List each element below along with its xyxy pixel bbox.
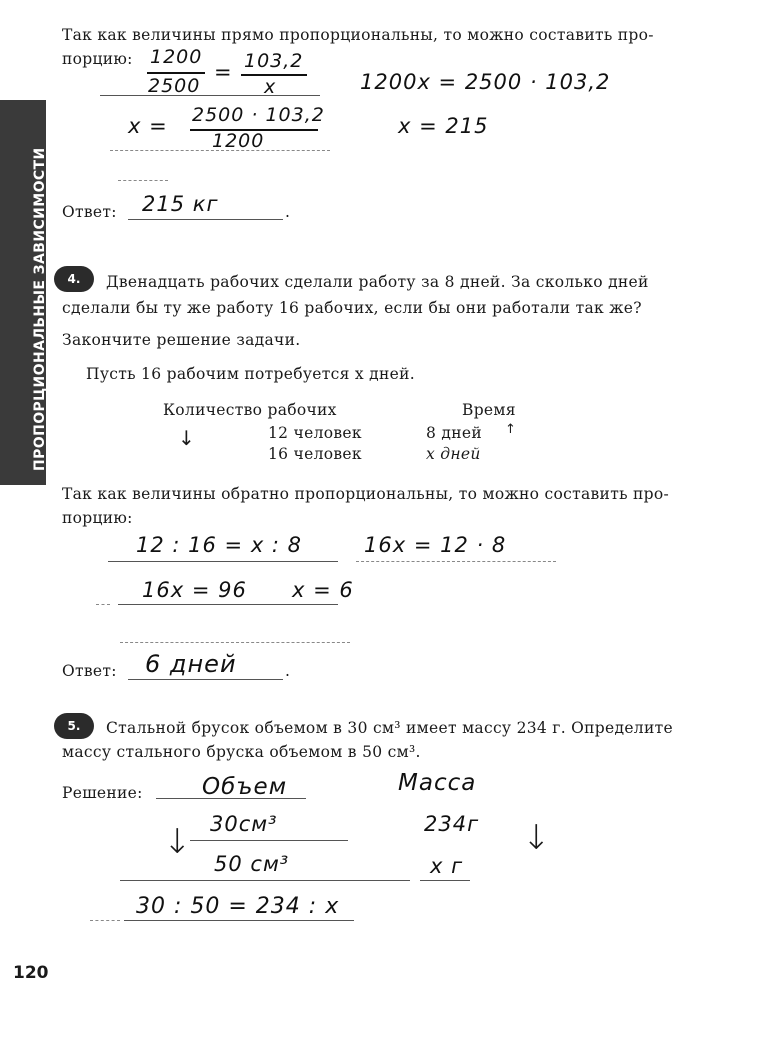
task4-answer-value: 6 дней [145, 650, 237, 678]
frac1-denominator: 2500 [148, 75, 201, 97]
task3-x-frac-numerator: 2500 · 103,2 [192, 104, 325, 126]
task3-answer-label: Ответ: [62, 203, 117, 221]
task4-simplified: 16x = 96 [142, 578, 247, 602]
writing-line [108, 561, 338, 562]
task5-row1-volume: 30см³ [210, 812, 278, 836]
task3-text-line1: Так как величины прямо пропорциональны, то можно составить про- [62, 26, 654, 44]
task5-text-line2: массу стального бруска объемом в 50 см³. [62, 743, 421, 761]
writing-line [124, 920, 354, 921]
writing-line [118, 604, 338, 605]
task4-proportion: 12 : 16 = x : 8 [136, 533, 303, 557]
task5-row2-mass: x г [430, 854, 464, 878]
arrow-down-icon: ↓ [178, 426, 195, 450]
task3-x-result: x = 215 [398, 114, 489, 138]
task4-text2-line1: Так как величины обратно пропорциональны, то можно составить про- [62, 485, 670, 503]
task5-row2-volume: 50 см³ [214, 852, 290, 876]
task5-proportion: 30 : 50 = 234 : x [136, 894, 340, 919]
answer-line [128, 219, 283, 220]
task5-number-badge: 5. [54, 713, 94, 739]
writing-line [120, 880, 410, 881]
frac-equals: = [214, 60, 233, 84]
sidebar-title: ПРОПОРЦИОНАЛЬНЫЕ ЗАВИСИМОСТИ [32, 147, 48, 471]
task3-answer-dot: . [285, 203, 291, 221]
frac1-numerator: 1200 [150, 46, 203, 68]
task5-mass-header: Масса [398, 770, 477, 796]
writing-line [120, 642, 350, 643]
task4-let: Пусть 16 рабочим потребуется x дней. [86, 365, 415, 383]
writing-line [118, 180, 168, 181]
page-number: 120 [13, 963, 49, 983]
task4-table-header-workers: Количество рабочих [163, 401, 337, 419]
task3-x-equals: x = [128, 114, 168, 138]
task4-text-line2: сделали бы ту же работу 16 рабочих, если бы они работали так же? [62, 299, 642, 317]
task4-answer-dot: . [285, 662, 291, 680]
writing-line [156, 798, 306, 799]
frac2-numerator: 103,2 [244, 50, 304, 72]
task4-answer-label: Ответ: [62, 662, 117, 680]
task3-answer-value: 215 кг [142, 192, 219, 216]
task3-text-line2: порцию: [62, 50, 133, 68]
task4-row1-workers: 12 человек [268, 424, 362, 442]
task4-row2-workers: 16 человек [268, 445, 362, 463]
writing-line [100, 95, 320, 96]
writing-line [420, 880, 470, 881]
task4-row2-time: x дней [426, 445, 481, 463]
task3-x-frac-denominator: 1200 [212, 130, 265, 152]
task5-row1-mass: 234г [424, 812, 480, 836]
task4-cross-product: 16x = 12 · 8 [364, 533, 507, 557]
arrow-down-icon: ↓ [163, 822, 192, 862]
answer-line [128, 679, 283, 680]
writing-line [190, 840, 348, 841]
task4-number-badge: 4. [54, 266, 94, 292]
writing-line [110, 150, 330, 151]
arrow-down-icon: ↓ [522, 818, 551, 858]
writing-line [96, 604, 110, 605]
task4-table-header-time: Время [462, 401, 516, 419]
frac2-denominator: x [264, 76, 277, 98]
writing-line [90, 920, 120, 921]
task5-text-line1: Стальной брусок объемом в 30 см³ имеет массу 234 г. Определите [106, 719, 673, 737]
task4-text2-line2: порцию: [62, 509, 133, 527]
writing-line [356, 561, 556, 562]
task4-text-line1: Двенадцать рабочих сделали работу за 8 дней. За сколько дней [106, 273, 649, 291]
arrow-up-icon: ↑ [505, 422, 516, 437]
task4-row1-time: 8 дней [426, 424, 482, 442]
task5-volume-header: Объем [202, 774, 288, 800]
task4-instruction: Закончите решение задачи. [62, 331, 301, 349]
task3-equation-right: 1200x = 2500 · 103,2 [360, 70, 611, 94]
task5-solution-label: Решение: [62, 784, 143, 802]
task4-x-result: x = 6 [292, 578, 354, 602]
frac1-bar [147, 72, 205, 74]
